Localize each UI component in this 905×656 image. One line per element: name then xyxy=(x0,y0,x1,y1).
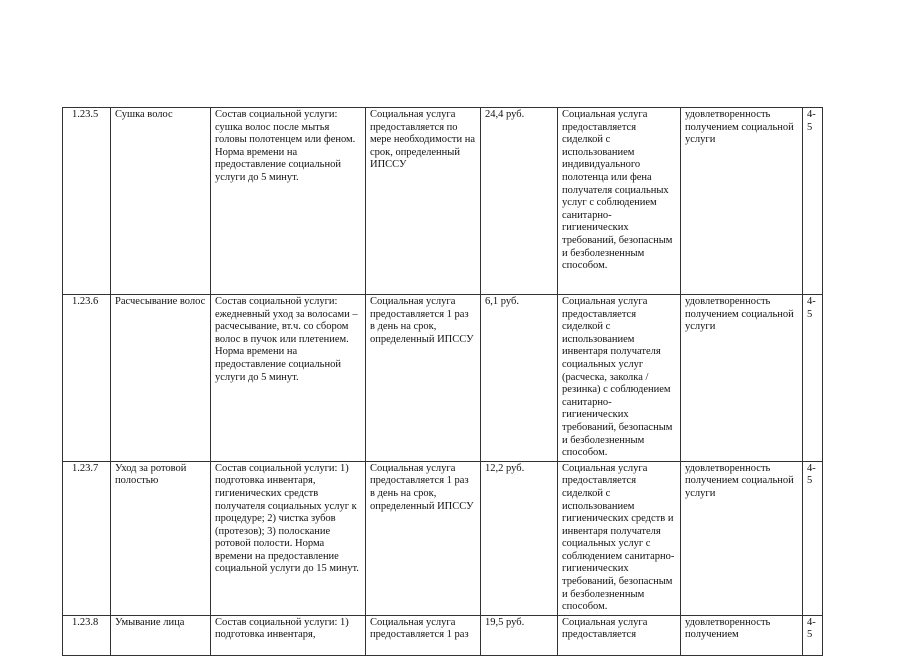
table-row xyxy=(63,108,823,295)
services-table xyxy=(62,107,823,656)
service-price: 12,2 руб. xyxy=(481,461,558,615)
service-name: Расчесывание волос xyxy=(111,295,211,462)
table-row xyxy=(63,615,823,655)
service-period: Социальная услуга предоставляется по мере необходимости на срок, определенный ИПССУ xyxy=(366,108,481,295)
service-code: 1.23.8 xyxy=(63,615,111,655)
service-name: Сушка волос xyxy=(111,108,211,295)
service-period: Социальная услуга предоставляется 1 раз в день на срок, определенный ИПССУ xyxy=(366,461,481,615)
service-content: Состав социальной услуги: 1) подготовка инвентаря, гигиенических средств получателя социальных услуг к процедуре; 2) чистка зубов (протезов); 3) полоскание ротовой полости. Норма времени на предоставление социальной услуги до 15 минут. xyxy=(211,461,366,615)
service-name: Умывание лица xyxy=(111,615,211,655)
service-content: Состав социальной услуги: 1) подготовка инвентаря, xyxy=(211,615,366,655)
service-conditions: Социальная услуга предоставляется сиделкой с использованием гигиенических средств и инвентаря получателя социальных услуг с соблюдением санитарно-гигиенических требований, безопасным и безболезненным способом. xyxy=(558,461,681,615)
service-name: Уход за ротовой полостью xyxy=(111,461,211,615)
service-price: 6,1 руб. xyxy=(481,295,558,462)
service-code: 1.23.5 xyxy=(63,108,111,295)
service-conditions: Социальная услуга предоставляется сиделкой с использованием индивидуального полотенца или фена получателя социальных услуг с соблюдением санитарно-гигиенических требований, безопасным и безболезненным способом. xyxy=(558,108,681,295)
service-indicator: удовлетворенность получением социальной услуги xyxy=(681,108,803,295)
service-rating: 4-5 xyxy=(803,108,823,295)
service-period: Социальная услуга предоставляется 1 раз xyxy=(366,615,481,655)
service-code: 1.23.7 xyxy=(63,461,111,615)
table-row xyxy=(63,461,823,615)
service-period: Социальная услуга предоставляется 1 раз в день на срок, определенный ИПССУ xyxy=(366,295,481,462)
service-price: 19,5 руб. xyxy=(481,615,558,655)
service-rating: 4-5 xyxy=(803,295,823,462)
service-content: Состав социальной услуги: ежедневный уход за волосами – расчесывание, вт.ч. со сбором волос в пучок или плетением. Норма времени на предоставление социальной услуги до 5 минут. xyxy=(211,295,366,462)
service-indicator: удовлетворенность получением xyxy=(681,615,803,655)
service-rating: 4-5 xyxy=(803,615,823,655)
service-rating: 4-5 xyxy=(803,461,823,615)
service-conditions: Социальная услуга предоставляется сиделкой с использованием инвентаря получателя социальных услуг (расческа, заколка /резинка) с соблюдением санитарно-гигиенических требований, безопасным и безболезненным способом. xyxy=(558,295,681,462)
service-content: Состав социальной услуги: сушка волос после мытья головы полотенцем или феном. Норма времени на предоставление социальной услуги до 5 минут. xyxy=(211,108,366,295)
service-indicator: удовлетворенность получением социальной услуги xyxy=(681,295,803,462)
table-row xyxy=(63,295,823,462)
service-code: 1.23.6 xyxy=(63,295,111,462)
service-price: 24,4 руб. xyxy=(481,108,558,295)
service-indicator: удовлетворенность получением социальной услуги xyxy=(681,461,803,615)
service-conditions: Социальная услуга предоставляется xyxy=(558,615,681,655)
